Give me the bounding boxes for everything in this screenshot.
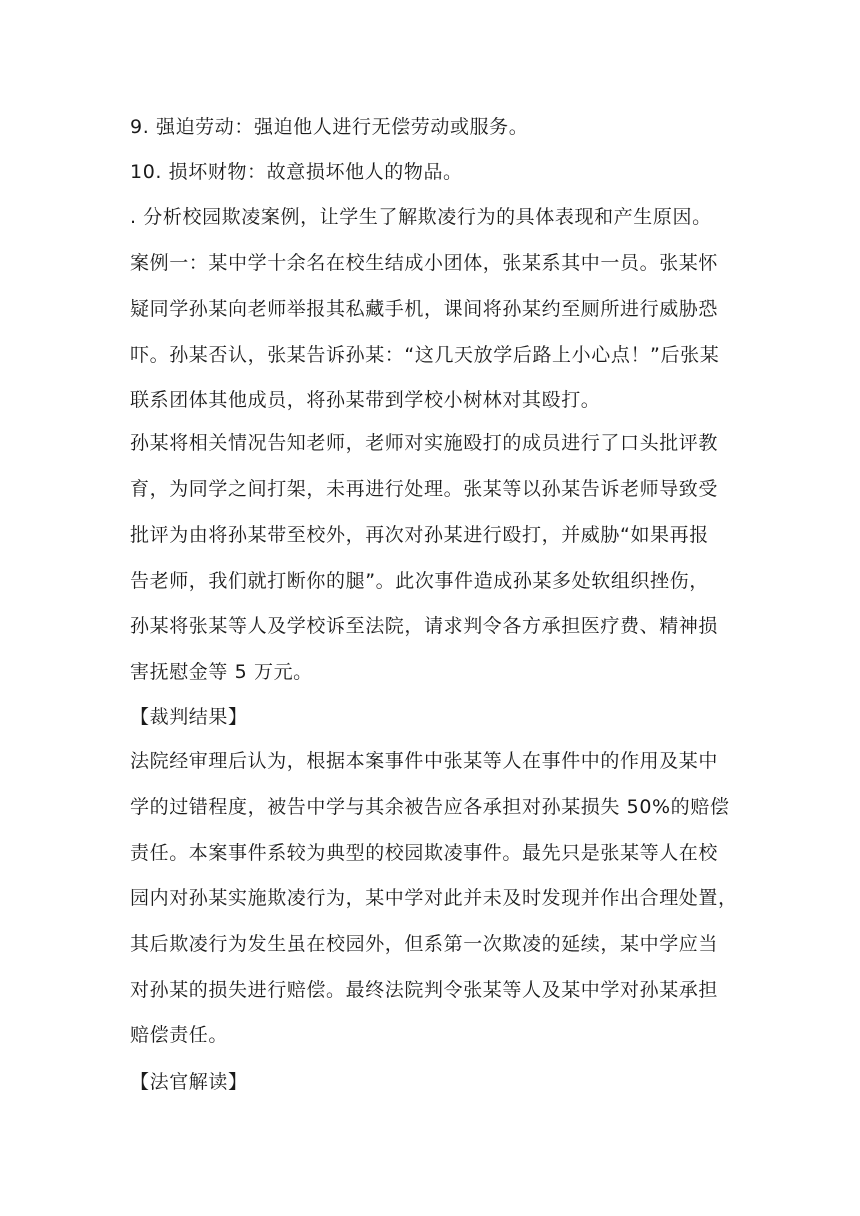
case-paragraph-line: 害抚慰金等 5 万元。 xyxy=(130,661,313,683)
case-paragraph-line: 告老师，我们就打断你的腿”。此次事件造成孙某多处软组织挫伤， xyxy=(130,570,709,592)
judgment-paragraph-line: 园内对孙某实施欺凌行为，某中学对此并未及时发现并作出合理处置， xyxy=(130,887,738,909)
case-paragraph-line: 批评为由将孙某带至校外，再次对孙某进行殴打，并威胁“如果再报 xyxy=(130,524,709,546)
case-paragraph-line: 案例一：某中学十余名在校生结成小团体，张某系其中一员。张某怀 xyxy=(130,252,719,274)
list-item-property-damage: 10. 损坏财物：故意损坏他人的物品。 xyxy=(130,161,463,183)
case-paragraph-line: 孙某将相关情况告知老师，老师对实施殴打的成员进行了口头批评教 xyxy=(130,432,719,454)
case-paragraph-line: 联系团体其他成员，将孙某带到学校小树林对其殴打。 xyxy=(130,389,601,411)
section-heading-judgment: 【裁判结果】 xyxy=(130,706,248,728)
judgment-paragraph-line: 对孙某的损失进行赔偿。最终法院判令张某等人及某中学对孙某承担 xyxy=(130,979,719,1001)
judgment-paragraph-line: 法院经审理后认为，根据本案事件中张某等人在事件中的作用及某中 xyxy=(130,750,719,772)
case-paragraph-line: 孙某将张某等人及学校诉至法院，请求判令各方承担医疗费、精神损 xyxy=(130,615,719,637)
case-paragraph-line: 吓。孙某否认，张某告诉孙某：“这几天放学后路上小心点！”后张某 xyxy=(130,344,720,366)
judgment-paragraph-line: 责任。本案事件系较为典型的校园欺凌事件。最先只是张某等人在校 xyxy=(130,842,719,864)
list-item-forced-labor: 9. 强迫劳动：强迫他人进行无偿劳动或服务。 xyxy=(130,116,529,138)
judgment-paragraph-line: 赔偿责任。 xyxy=(130,1024,229,1046)
judgment-paragraph-line: 其后欺凌行为发生虽在校园外，但系第一次欺凌的延续，某中学应当 xyxy=(130,933,719,955)
judgment-paragraph-line: 学的过错程度，被告中学与其余被告应各承担对孙某损失 50%的赔偿 xyxy=(130,796,730,818)
case-paragraph-line: 疑同学孙某向老师举报其私藏手机，课间将孙某约至厕所进行威胁恐 xyxy=(130,298,719,320)
section-heading-judge-interpretation: 【法官解读】 xyxy=(130,1071,248,1093)
case-analysis-intro: . 分析校园欺凌案例，让学生了解欺凌行为的具体表现和产生原因。 xyxy=(130,206,712,228)
case-paragraph-line: 育，为同学之间打架，未再进行处理。张某等以孙某告诉老师导致受 xyxy=(130,478,719,500)
